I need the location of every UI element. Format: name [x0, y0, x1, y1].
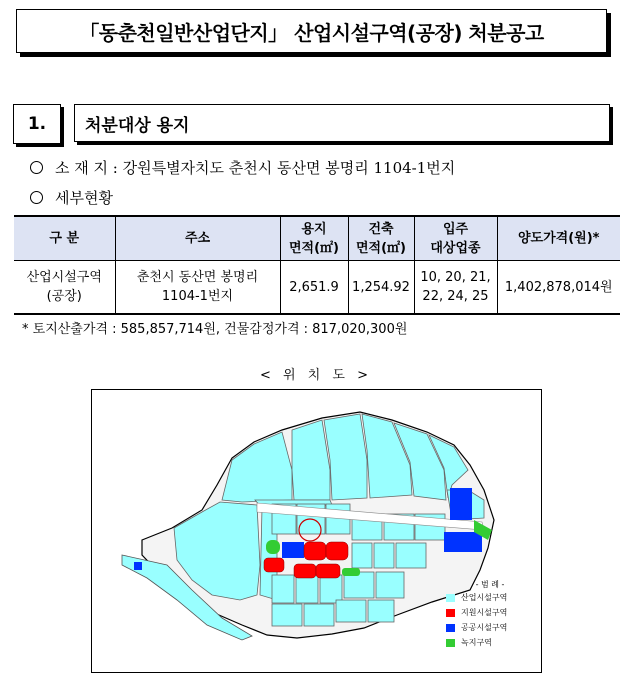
circle-bullet-icon [30, 191, 43, 204]
legend-label: 공공시설구역 [461, 623, 508, 632]
legend-swatch [446, 639, 455, 647]
notice-title: 「동춘천일반산업단지」 산업시설구역(공장) 처분공고 [16, 9, 607, 53]
cell-building-area: 1,254.92 [348, 261, 414, 315]
public-area-left [134, 562, 142, 570]
header-tenant: 입주 대상업종 [414, 216, 497, 261]
header-price: 양도가격(원)* [497, 216, 620, 261]
legend-item-green [446, 635, 536, 650]
legend-title: - 범 례 - [475, 580, 505, 589]
header-land-area: 용지 면적(㎡) [280, 216, 348, 261]
table-row [14, 261, 620, 315]
legend-label: 녹지구역 [461, 638, 492, 647]
map-caption: < 위 치 도 > [260, 368, 372, 383]
legend-swatch [446, 594, 455, 602]
legend-label: 산업시설구역 [461, 593, 508, 602]
cell-price: 1,402,878,014원 [497, 261, 620, 315]
location-bullet [30, 157, 455, 178]
header-building-area: 건축 면적(㎡) [348, 216, 414, 261]
cell-land-area: 2,651.9 [280, 261, 348, 315]
public-area-right [444, 532, 482, 552]
legend-swatch [446, 624, 455, 632]
cell-tenant: 10, 20, 21, 22, 24, 25 [414, 261, 497, 315]
land-table [14, 215, 620, 315]
public-area-center [282, 542, 304, 558]
header-category: 구 분 [14, 216, 115, 261]
section-number: 1. [13, 104, 61, 144]
header-address: 주소 [115, 216, 280, 261]
cell-category: 산업시설구역 (공장) [14, 261, 115, 315]
location-map [91, 389, 542, 673]
public-area-top-right [450, 488, 472, 520]
legend-label: 지원시설구역 [461, 608, 508, 617]
legend-item-support [446, 605, 536, 620]
table-header-row [14, 216, 620, 261]
cell-address: 춘천시 동산면 봉명리 1104-1번지 [115, 261, 280, 315]
price-note: * 토지산출가격 : 585,857,714원, 건물감정가격 : 817,020,300원 [22, 322, 408, 337]
legend-item-industrial [446, 590, 536, 605]
legend-item-public [446, 620, 536, 635]
map-legend [444, 579, 536, 659]
location-text: 소 재 지 : 강원특별자치도 춘천시 동산면 봉명리 1104-1번지 [55, 159, 456, 177]
detail-text: 세부현황 [55, 189, 113, 207]
detail-bullet [30, 187, 113, 208]
legend-swatch [446, 609, 455, 617]
section-title: 처분대상 용지 [74, 104, 610, 142]
circle-bullet-icon [30, 161, 43, 174]
